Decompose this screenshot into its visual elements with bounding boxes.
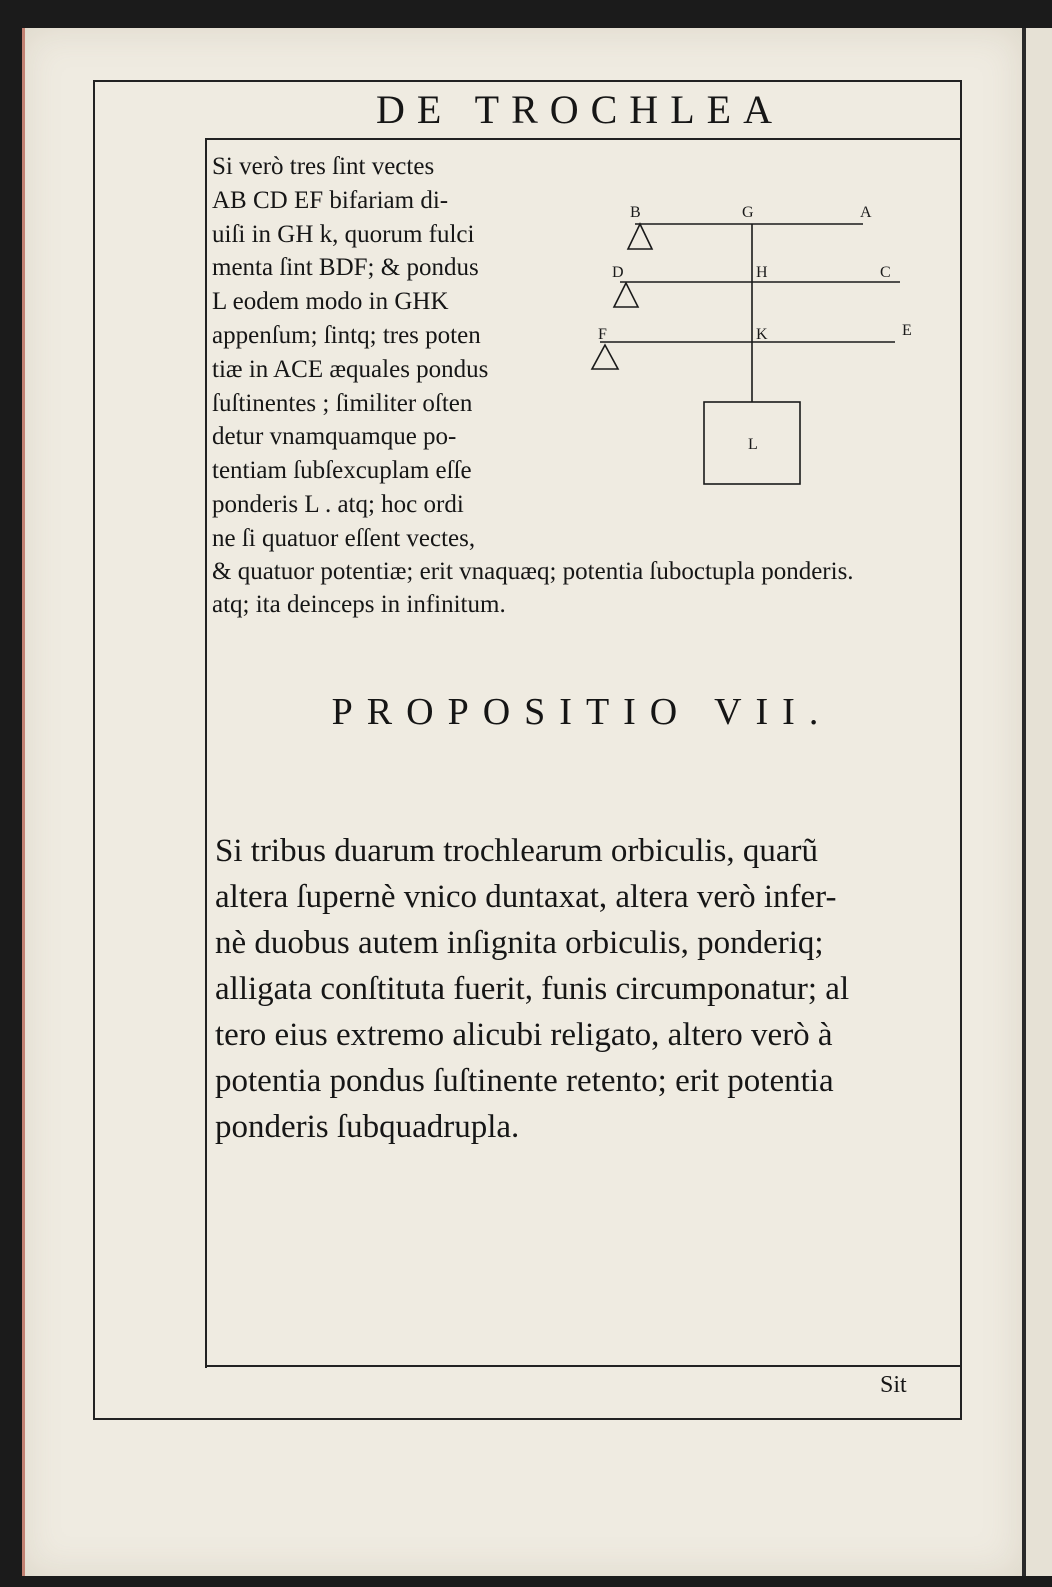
proposition-title: PROPOSITIO VII. xyxy=(331,691,833,733)
paragraph-1 xyxy=(212,150,542,556)
text-line: AB CD EF bifariam di- xyxy=(212,186,449,214)
text-line: L eodem modo in GHK xyxy=(212,288,449,316)
page-edge xyxy=(22,28,25,1576)
text-line: Si verò tres ſint vectes xyxy=(212,153,435,180)
label-f: F xyxy=(598,326,607,343)
paragraph-1-tail xyxy=(212,555,962,621)
text-line: potentia pondus ſuſtinente retento; erit potentia xyxy=(215,1063,834,1099)
text-line: ponderis ſubquadrupla. xyxy=(215,1109,520,1145)
facing-page-edge xyxy=(1022,28,1052,1576)
text-line: appenſum; ſintq; tres poten xyxy=(212,321,481,349)
text-line: uiſi in GH k, quorum fulci xyxy=(212,220,475,248)
fulcrum-f xyxy=(592,345,618,369)
running-head: DE TROCHLEA xyxy=(376,87,784,132)
text-line: tentiam ſubſexcuplam eſſe xyxy=(212,457,472,485)
label-h: H xyxy=(756,264,768,281)
text-line: & quatuor potentiæ; erit vnaquæq; potentia ſuboctupla ponderis. xyxy=(212,558,854,585)
text-line: alligata conſtituta fuerit, funis circumponatur; al xyxy=(215,971,850,1007)
text-line: atq; ita deinceps in infinitum. xyxy=(212,591,506,618)
text-line: tiæ in ACE æquales pondus xyxy=(212,355,489,383)
text-line: altera ſupernè vnico duntaxat, altera verò infer- xyxy=(215,879,837,915)
text-line: ne ſi quatuor eſſent vectes, xyxy=(212,524,476,552)
catchword: Sit xyxy=(880,1372,907,1398)
text-line: nè duobus autem inſignita orbiculis, ponderiq; xyxy=(215,925,824,961)
text-line: ponderis L . atq; hoc ordi xyxy=(212,490,464,518)
label-g: G xyxy=(742,204,754,221)
frame-top-rule xyxy=(93,80,962,82)
bleed-through xyxy=(640,620,646,647)
frame-inner-left-rule xyxy=(205,138,207,1368)
frame-bottom-rule xyxy=(205,1365,962,1367)
frame-right-rule xyxy=(960,80,962,1420)
fulcrum-d xyxy=(614,283,638,307)
proposition-text xyxy=(215,828,955,1150)
frame-left-rule xyxy=(93,80,95,1420)
label-e: E xyxy=(902,322,912,339)
lever-diagram xyxy=(580,195,930,495)
label-l: L xyxy=(748,436,758,453)
text-line: tero eius extremo alicubi religato, altero verò à xyxy=(215,1017,833,1053)
text-line: menta ſint BDF; & pondus xyxy=(212,254,479,282)
label-a: A xyxy=(860,204,872,221)
fulcrum-b xyxy=(628,224,652,249)
label-b: B xyxy=(630,204,641,221)
text-line: ſuſtinentes ; ſimiliter oſten xyxy=(212,389,473,417)
head-rule xyxy=(205,138,962,140)
text-line: detur vnamquamque po- xyxy=(212,423,457,451)
label-d: D xyxy=(612,264,624,281)
text-line: Si tribus duarum trochlearum orbiculis, quarũ xyxy=(215,833,819,869)
label-c: C xyxy=(880,264,891,281)
label-k: K xyxy=(756,326,768,343)
frame-base-rule xyxy=(93,1418,962,1420)
